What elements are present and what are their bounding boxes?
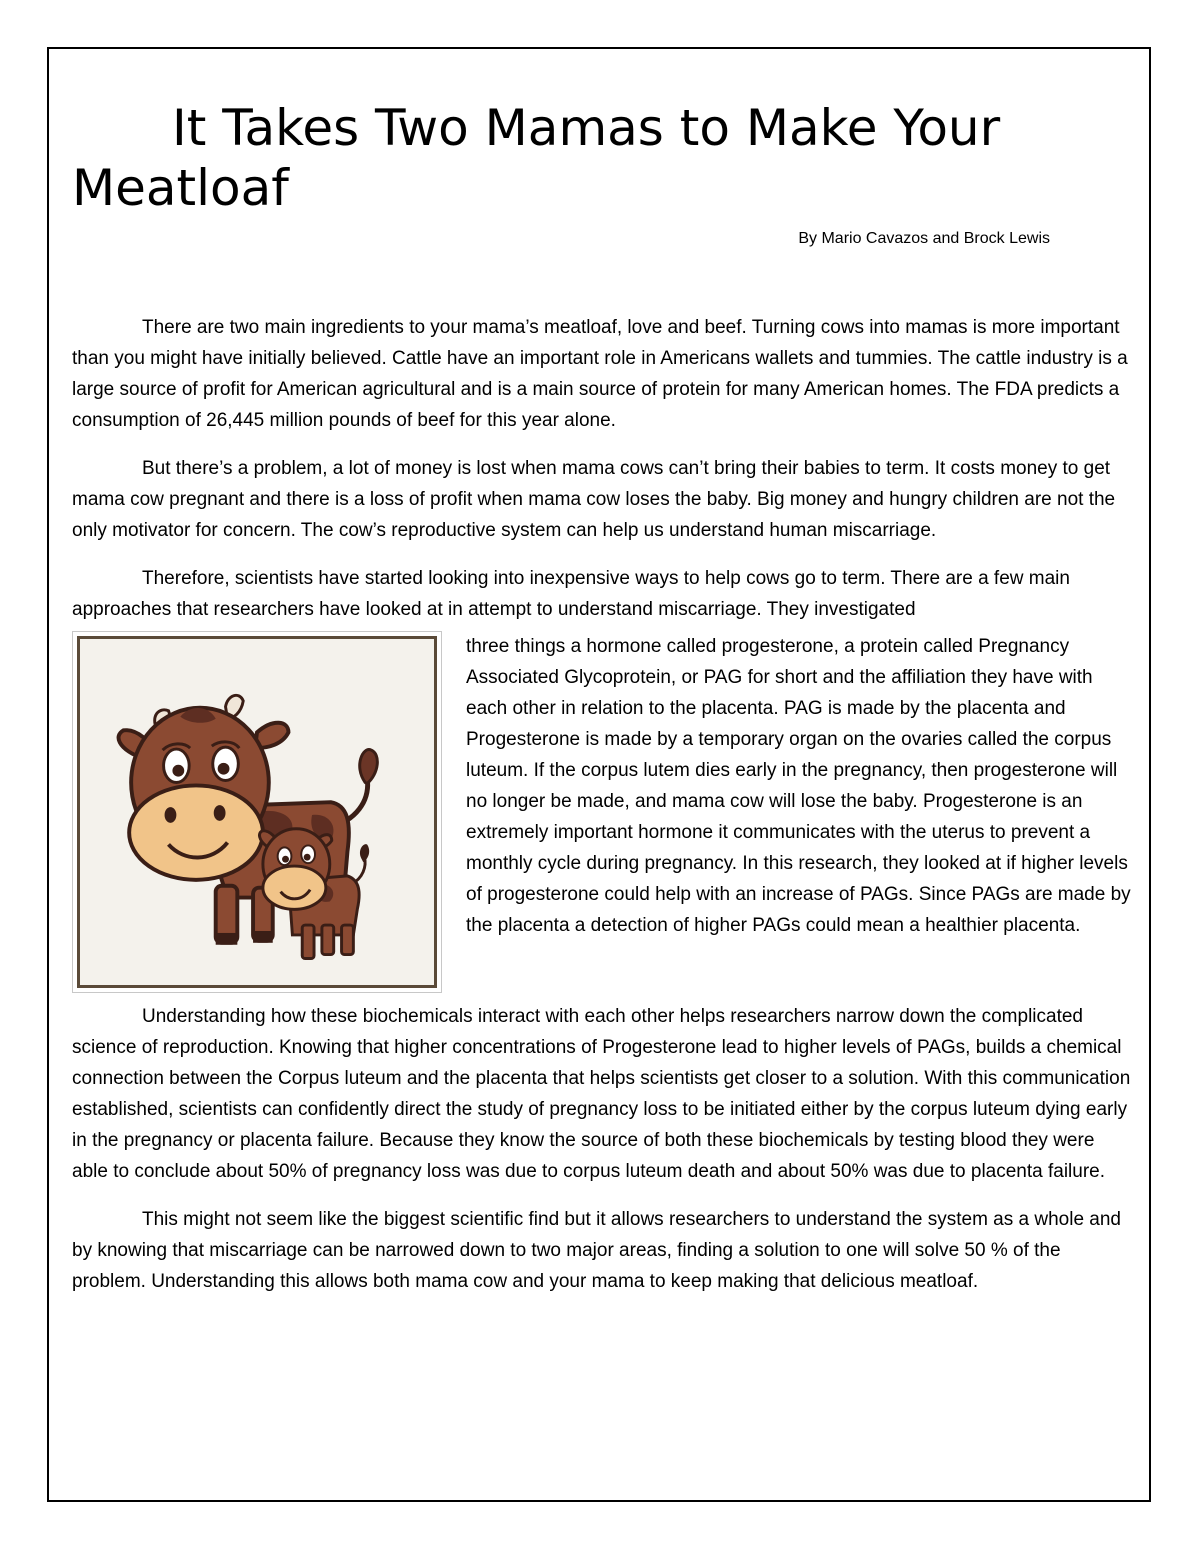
cow-illustration-frame — [77, 636, 437, 988]
paragraph-4: three things a hormone called progesterone, a protein called Pregnancy Associated Glycoprotein, or PAG for short and the affiliation they have with each other in relation to the placenta. PAG is made by the placenta and Progesterone is made by a temporary organ on the ovaries called the corpus luteum. If the corpus lutem dies early in the pregnancy, then progesterone will no longer be made, and mama cow will lose the baby. Progesterone is an extremely important hormone it communicates with the uterus to prevent a monthly cycle during pregnancy. In this research, they looked at if higher levels of progesterone could help with an increase of PAGs. Since PAGs are made by the placenta a detection of higher PAGs could mean a healthier placenta. — [466, 636, 1131, 936]
cow-and-calf-icon — [80, 639, 434, 985]
paragraph-1: There are two main ingredients to your mama’s meatloaf, love and beef. Turning cows into mamas is more important than you might have initially believed. Cattle have an important role in Americans wallets and tummies. The cattle industry is a large source of profit for American agricultural and is a main source of protein for many American homes. The FDA predicts a consumption of 26,445 million pounds of beef for this year alone. — [72, 317, 1128, 431]
cow-illustration-figure — [72, 631, 442, 993]
article-byline: By Mario Cavazos and Brock Lewis — [798, 230, 1050, 247]
paragraph-6: This might not seem like the biggest scientific find but it allows researchers to understand the system as a whole and by knowing that miscarriage can be narrowed down to two major areas, finding a solution to one will solve 50 % of the problem. Understanding this allows both mama cow and your mama to keep making that delicious meatloaf. — [72, 1209, 1121, 1292]
paragraph-3: Therefore, scientists have started looking into inexpensive ways to help cows go to term. There are a few main approaches that researchers have looked at in attempt to understand miscarriage. They investigated — [72, 568, 1070, 620]
article-body — [72, 312, 1132, 1314]
paragraph-2: But there’s a problem, a lot of money is lost when mama cows can’t bring their babies to term. It costs money to get mama cow pregnant and there is a loss of profit when mama cow loses the baby. Big money and hungry children are not the only motivator for concern. The cow’s reproductive system can help us understand human miscarriage. — [72, 458, 1116, 541]
paragraph-5: Understanding how these biochemicals interact with each other helps researchers narrow down the complicated science of reproduction. Knowing that higher concentrations of Progesterone lead to higher levels of PAGs, builds a chemical connection between the Corpus luteum and the placenta that helps scientists get closer to a solution. With this communication established, scientists can confidently direct the study of pregnancy loss to be initiated either by the corpus luteum dying early in the pregnancy or placenta failure. Because they know the source of both these biochemicals by testing blood they were able to conclude about 50% of pregnancy loss was due to corpus luteum death and about 50% was due to placenta failure. — [72, 1006, 1131, 1182]
article-title: It Takes Two Mamas to Make Your Meatloaf — [72, 99, 1001, 217]
